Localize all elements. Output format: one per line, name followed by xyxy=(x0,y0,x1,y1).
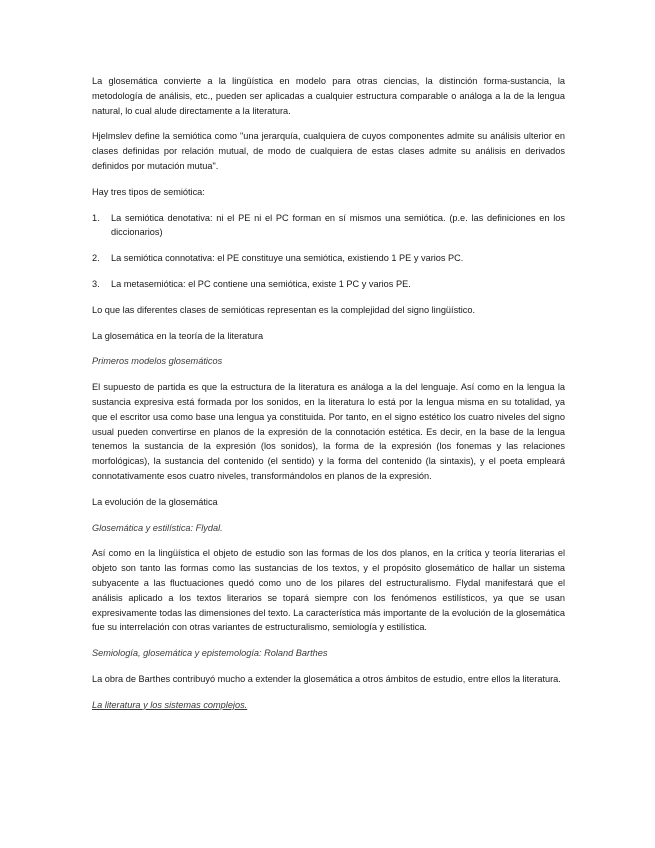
section-heading-literature: La glosemática en la teoría de la literatura xyxy=(92,330,264,341)
list-number: 1. xyxy=(92,212,100,223)
subheading-first-models: Primeros modelos glosemáticos xyxy=(92,356,223,367)
paragraph-barthes: La obra de Barthes contribuyó mucho a extender la glosemática a otros ámbitos de estudio, entre ellos la literatura. xyxy=(92,673,561,684)
paragraph-types-intro: Hay tres tipos de semiótica: xyxy=(92,186,205,197)
list-item xyxy=(92,211,565,241)
list-item-text: La semiótica connotativa: el PE constituye una semiótica, existiendo 1 PE y varios PC. xyxy=(111,253,464,264)
paragraph-first-models: El supuesto de partida es que la estructura de la literatura es análoga a la del lenguaje. Así como en la lengua la sustancia expresiva está formada por los sonidos, en la literatura lo está por la lengua misma en su totalidad, ya que el escritor usa como base una lengua ya constituida. Por tanto, en el signo estético los cuatro niveles del signo usual pueden convertirse en planos de la expresión de la connotación estética. Es decir, en la base de la lengua tenemos la sustancia de la expresión (los sonidos), la forma de la expresión (los fonemas y las relaciones morfológicas), la sustancia del contenido (el sentido) y la forma del contenido (la sintaxis), y el poeta empleará connotativamente esos cuatro niveles, transformándolos en planos de la expresión. xyxy=(92,382,565,481)
paragraph-hjelmslev: Hjelmslev define la semiótica como "una jerarquía, cualquiera de cuyos componentes admite su análisis ulterior en clases definidas por relación mutual, de modo de cualquiera de estas clases admite su análisis en derivados definidos por mutación mutua". xyxy=(92,131,565,171)
list-item-text: La metasemiótica: el PC contiene una semiótica, existe 1 PC y varios PE. xyxy=(111,278,411,289)
list-number: 3. xyxy=(92,278,100,289)
subheading-flydal: Glosemática y estilística: Flydal. xyxy=(92,522,223,533)
subheading-barthes: Semiología, glosemática y epistemología: Roland Barthes xyxy=(92,648,328,659)
paragraph-complexity: Lo que las diferentes clases de semióticas representan es la complejidad del signo lingüístico. xyxy=(92,304,476,315)
paragraph-intro: La glosemática convierte a la lingüística en modelo para otras ciencias, la distinción forma-sustancia, la metodología de análisis, etc., pueden ser aplicadas a cualquier estructura comparable o análoga a la de la lengua natural, lo cual alude directamente a la literatura. xyxy=(92,76,565,116)
list-item xyxy=(92,251,565,266)
list-item-text: La semiótica denotativa: ni el PE ni el PC forman en sí mismos una semiótica. (p.e. las definiciones en los diccionarios) xyxy=(111,212,565,238)
paragraph-flydal: Así como en la lingüística el objeto de estudio son las formas de los dos planos, en la crítica y teoría literarias el objeto son tanto las formas como las sustancias de los textos, y el propósito glosemático de hallar un sistema subyacente a las fluctuaciones quedó como uno de los pilares del estructuralismo. Flydal manifestará que el análisis aplicado a los textos literarios se topará siempre con los fenómenos estilísticos, ya que se usan expresivamente todas las dimensiones del texto. La característica más importante de la evolución de la glosemática fue su interrelación con otras variantes de estructuralismo, semiología y estilística. xyxy=(92,548,565,633)
subheading-complex-systems: La literatura y los sistemas complejos. xyxy=(92,699,248,710)
list-number: 2. xyxy=(92,253,100,264)
section-heading-evolution: La evolución de la glosemática xyxy=(92,496,218,507)
semiotics-types-list xyxy=(92,211,565,292)
list-item xyxy=(92,277,565,292)
